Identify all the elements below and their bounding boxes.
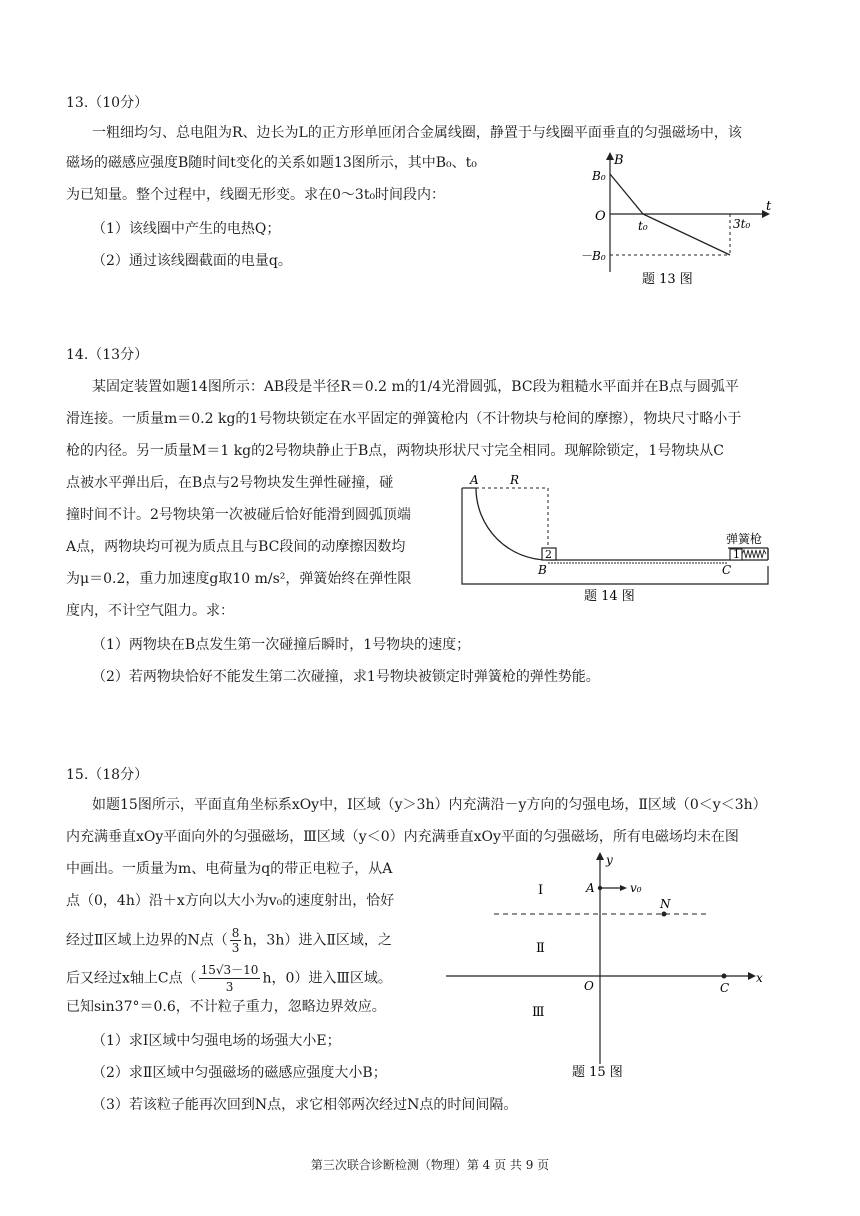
q13-graph-segment xyxy=(610,174,643,214)
q15-region-1-label: Ⅰ xyxy=(538,883,544,898)
q13-origin-label: O xyxy=(595,209,606,224)
q15-point-c xyxy=(722,974,727,979)
q15-x-label: x xyxy=(756,971,763,985)
q15-figure-caption: 题 15 图 xyxy=(572,1065,623,1080)
q14-text-line: 撞时间不计。2号物块第一次被碰后恰好能滑到圆弧顶端 xyxy=(66,507,411,523)
q14-block-2-label: 2 xyxy=(545,548,552,561)
q14-text-line: A点，两物块均可视为质点且与BC段间的动摩擦因数均 xyxy=(66,539,406,555)
page-footer: 第三次联合诊断检测（物理）第 4 页 共 9 页 xyxy=(310,1158,550,1172)
q13-figure xyxy=(580,150,780,290)
q14-header: 14.（13分） xyxy=(66,347,149,363)
q15-text-line: 中画出。一质量为m、电荷量为q的带正电粒子，从A xyxy=(66,861,393,877)
q15-subquestion: （3）若该粒子能再次回到N点，求它相邻两次经过N点的时间间隔。 xyxy=(92,1097,518,1113)
q13-neg-b0-label: －B₀ xyxy=(580,249,606,263)
q13-3t0-label: 3t₀ xyxy=(733,217,751,231)
q13-text-line: 磁场的磁感应强度B随时间t变化的关系如题13图所示，其中B₀、t₀ xyxy=(66,155,477,171)
q15-n-point-line xyxy=(66,926,392,955)
q13-t0-label: t₀ xyxy=(638,219,648,233)
q13-subquestion: （1）该线圈中产生的电热Q； xyxy=(92,221,281,237)
q13-x-label: t xyxy=(766,199,772,214)
q13-graph-segment xyxy=(643,214,730,255)
q15-fraction-n-num: 8 xyxy=(231,926,240,940)
q15-origin-label: O xyxy=(584,979,594,993)
q14-text-line: 滑连接。一质量m＝0.2 kg的1号物块锁定在水平固定的弹簧枪内（不计物块与枪间的摩擦），物块尺寸略小于 xyxy=(66,411,742,427)
q13-header: 13.（10分） xyxy=(66,95,149,111)
q14-label-r: R xyxy=(510,474,520,487)
q14-gun-label: 弹簧枪 xyxy=(726,532,763,546)
q15-x-arrow xyxy=(748,972,756,980)
q15-y-arrow xyxy=(596,852,604,860)
q14-label-a: A xyxy=(470,474,479,487)
q15-velocity-arrowhead xyxy=(620,885,627,891)
q15-y-label: y xyxy=(606,853,613,867)
q15-text-line: 点（0，4h）沿＋x方向以大小为v₀的速度射出，恰好 xyxy=(66,893,395,909)
q15-c-point-tail: h，0）进入Ⅲ区域。 xyxy=(262,970,392,987)
q15-figure xyxy=(440,848,770,1084)
q15-c-point-text: 后又经过x轴上C点（ xyxy=(66,970,197,987)
q13-y-arrow xyxy=(606,152,614,160)
q15-n-point-tail: h，3h）进入Ⅱ区域，之 xyxy=(243,932,392,949)
q15-fraction-c-den: 3 xyxy=(225,980,234,994)
q14-text-line: 枪的内径。另一质量M＝1 kg的2号物块静止于B点，两物块形状尺寸完全相同。现解除锁定，1号物块从C xyxy=(66,443,724,459)
q13-b0-label: B₀ xyxy=(592,169,606,183)
q14-label-c: C xyxy=(722,563,732,577)
q15-c-point-line xyxy=(66,962,392,995)
q14-text-line: 点被水平弹出后，在B点与2号物块发生弹性碰撞，碰 xyxy=(66,475,394,491)
q13-subquestion: （2）通过该线圈截面的电量q。 xyxy=(92,253,292,269)
q14-text-line: 度内，不计空气阻力。求： xyxy=(66,603,234,619)
q15-subquestion: （1）求Ⅰ区域中匀强电场的场强大小E； xyxy=(92,1033,341,1049)
q14-arc xyxy=(476,488,548,560)
q15-text-line: 如题15图所示，平面直角坐标系xOy中，Ⅰ区域（y＞3h）内充满沿－y方向的匀强电场，Ⅱ区域（0＜y＜3h） xyxy=(92,797,767,813)
q15-subquestion: （2）求Ⅱ区域中匀强磁场的磁感应强度大小B； xyxy=(92,1065,387,1081)
q15-region-3-label: Ⅲ xyxy=(532,1005,545,1020)
q15-text-line: 已知sin37°＝0.6，不计粒子重力，忽略边界效应。 xyxy=(66,999,386,1015)
q15-fraction-c-num: 15√3－10 xyxy=(200,963,259,977)
q13-figure-caption: 题 13 图 xyxy=(642,272,693,287)
q15-point-n xyxy=(662,912,667,917)
q14-subquestion: （1）两物块在B点发生第一次碰撞后瞬时，1号物块的速度； xyxy=(92,637,471,653)
q15-c-label: C xyxy=(720,981,730,995)
q13-y-label: B xyxy=(614,153,624,168)
q15-fraction-n-den: 3 xyxy=(231,941,240,955)
q14-text-line: 为μ＝0.2，重力加速度g取10 m/s²，弹簧始终在弹性限 xyxy=(66,571,412,587)
q15-fraction-c xyxy=(199,962,261,995)
q15-n-point-text: 经过Ⅱ区域上边界的N点（ xyxy=(66,932,228,949)
q15-a-label: A xyxy=(586,881,595,895)
q14-label-b: B xyxy=(538,563,547,577)
q14-figure-caption: 题 14 图 xyxy=(584,589,635,604)
q15-v0-label: v₀ xyxy=(630,881,642,895)
q14-subquestion: （2）若两物块恰好不能发生第二次碰撞，求1号物块被锁定时弹簧枪的弹性势能。 xyxy=(92,669,600,685)
q13-text-line: 为已知量。整个过程中，线圈无形变。求在0～3t₀时间段内： xyxy=(66,187,446,203)
q14-spring xyxy=(742,550,766,558)
q13-text-line: 一粗细均匀、总电阻为R、边长为L的正方形单匝闭合金属线圈，静置于与线圈平面垂直的匀强磁场中，该 xyxy=(92,125,742,141)
q15-region-2-label: Ⅱ xyxy=(536,941,545,956)
q15-fraction-n xyxy=(230,926,242,955)
q14-text-line: 某固定装置如题14图所示：AB段是半径R＝0.2 m的1/4光滑圆弧，BC段为粗糙水平面并在B点与圆弧平 xyxy=(92,379,739,395)
q15-text-line: 内充满垂直xOy平面向外的匀强磁场，Ⅲ区域（y＜0）内充满垂直xOy平面的匀强磁场，所有电磁场均未在图 xyxy=(66,829,739,845)
q15-n-label: N xyxy=(660,897,671,911)
q14-figure xyxy=(456,474,776,610)
q15-header: 15.（18分） xyxy=(66,767,149,783)
q14-block-1-label: 1 xyxy=(733,548,740,561)
